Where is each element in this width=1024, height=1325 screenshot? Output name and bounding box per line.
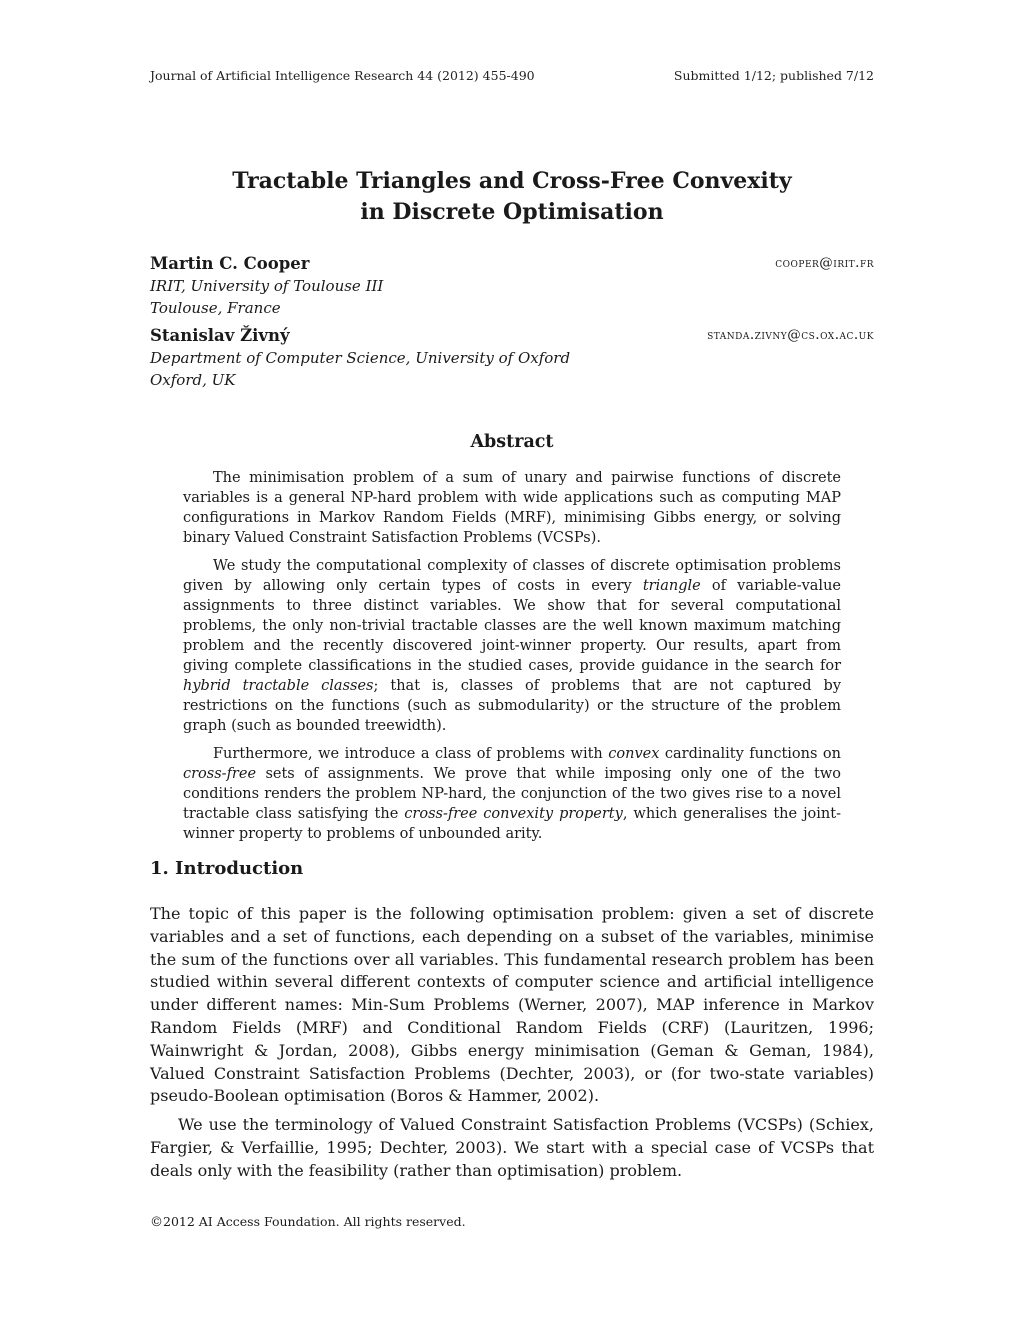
section-heading-introduction: 1. Introduction [150,858,304,879]
author-affiliation: IRIT, University of Toulouse III [150,277,384,295]
copyright-symbol: © [150,1215,163,1230]
author-location: Oxford, UK [150,371,236,389]
abstract-paragraph: Furthermore, we introduce a class of problems with convex cardinality functions on cross-free sets of assignments. We prove that while imposing only one of the two conditions renders the problem NP-hard, the conjunction of the two gives rise to a novel tractable class satisfying the cross-free convexity property, which generalises the joint-winner property to problems of unbounded arity. [183,746,842,842]
copyright-text: 2012 AI Access Foundation. All rights reserved. [163,1214,466,1229]
author-block [150,253,874,319]
author-block [150,325,874,391]
title-line-2: in Discrete Optimisation [360,199,664,225]
journal-citation: Journal of Artificial Intelligence Research 44 (2012) 455-490 [150,68,535,83]
abstract-heading: Abstract [470,432,554,452]
abstract-paragraph: We study the computational complexity of classes of discrete optimisation problems given by allowing only certain types of costs in every triangle of variable-value assignments to three distinct variables. We show that for several computational problems, the only non-trivial tractable classes are the well known maximum matching problem and the recently discovered joint-winner property. Our results, apart from giving complete classifications in the studied cases, provide guidance in the search for hybrid tractable classes; that is, classes of problems that are not captured by restrictions on the functions (such as submodularity) or the structure of the problem graph (such as bounded treewidth). [183,558,842,734]
submission-dates: Submitted 1/12; published 7/12 [673,68,874,83]
abstract-paragraph: The minimisation problem of a sum of unary and pairwise functions of discrete variables is a general NP-hard problem with wide applications such as computing MAP configurations in Markov Random Fields (MRF), minimising Gibbs energy, or solving binary Valued Constraint Satisfaction Problems (VCSPs). [183,470,841,546]
copyright-footer [150,1214,466,1230]
paper-title [0,166,1024,228]
running-head [150,68,874,83]
author-list [150,253,874,397]
abstract-body [183,468,841,852]
author-name: Martin C. Cooper [150,254,310,273]
body-paragraph: The topic of this paper is the following optimisation problem: given a set of discrete variables and a set of functions, each depending on a subset of the variables, minimise the sum of the functions over all variables. This fundamental research problem has been studied within several different contexts of computer science and artificial intelligence under different names: Min-Sum Problems (Werner, 2007), MAP inference in Markov Random Fields (MRF) and Conditional Random Fields (CRF) (Lauritzen, 1996; Wainwright & Jordan, 2008), Gibbs energy minimisation (Geman & Geman, 1984), Valued Constraint Satisfaction Problems (Dechter, 2003), or (for two-state variables) pseudo-Boolean optimisation (Boros & Hammer, 2002). [150,904,874,1106]
author-location: Toulouse, France [150,299,281,317]
author-email: standa.zivny@cs.ox.ac.uk [707,327,874,343]
author-email: cooper@irit.fr [775,255,874,271]
author-affiliation: Department of Computer Science, University of Oxford [150,349,571,367]
introduction-body [150,903,874,1189]
body-paragraph: We use the terminology of Valued Constraint Satisfaction Problems (VCSPs) (Schiex, Fargier, & Verfaillie, 1995; Dechter, 2003). We start with a special case of VCSPs that deals only with the feasibility (rather than optimisation) problem. [150,1115,874,1180]
title-line-1: Tractable Triangles and Cross-Free Convexity [232,168,792,194]
author-name: Stanislav Živný [150,326,290,345]
